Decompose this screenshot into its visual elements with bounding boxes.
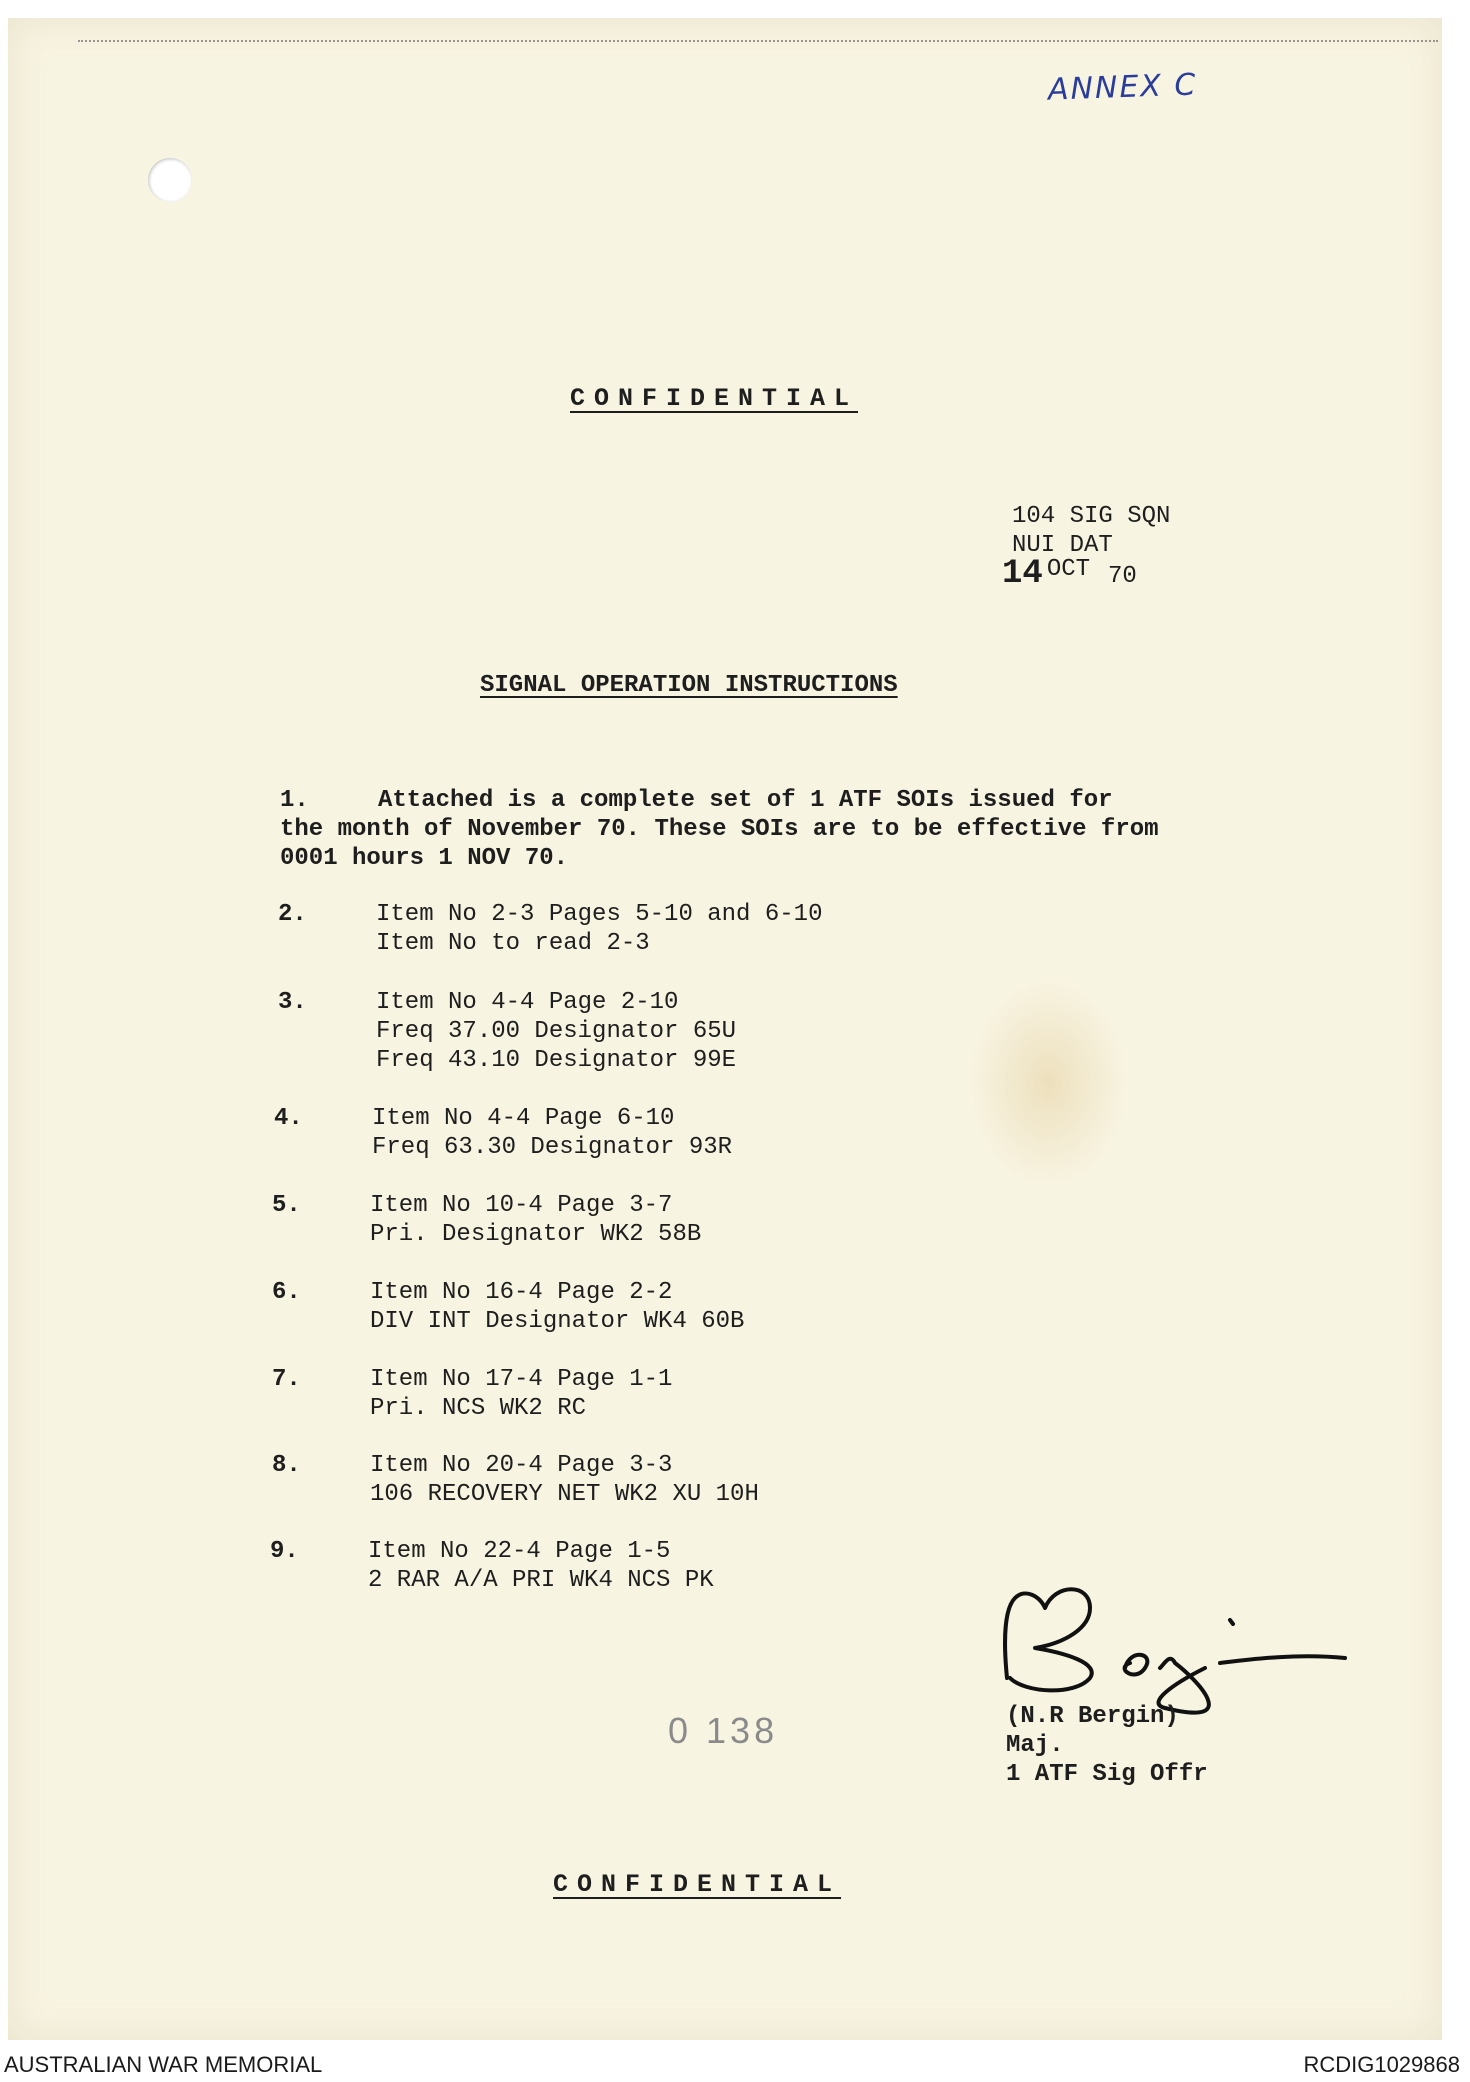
item-6	[272, 1278, 744, 1336]
punch-hole	[148, 158, 192, 202]
paper-stain	[968, 978, 1128, 1188]
item-line: 106 RECOVERY NET WK2 XU 10H	[370, 1481, 759, 1508]
item-line: Item No 17-4 Page 1-1	[370, 1366, 673, 1393]
item-line: Item No 20-4 Page 3-3	[370, 1452, 673, 1479]
paragraph-line: 0001 hours 1 NOV 70.	[280, 845, 569, 872]
date-day: 14	[1002, 555, 1043, 593]
handwritten-annotation: ANNEX C	[1047, 67, 1198, 108]
item-number: 9.	[270, 1538, 299, 1565]
item-line: Item No 4-4 Page 2-10	[376, 989, 679, 1016]
archive-credit: AUSTRALIAN WAR MEMORIAL	[4, 2052, 323, 2077]
item-line: Freq 37.00 Designator 65U	[376, 1018, 737, 1045]
stamped-number: 0 138	[668, 1710, 779, 1751]
date-year: 70	[1108, 563, 1137, 590]
header-marks	[78, 40, 1438, 48]
item-line: Item No 22-4 Page 1-5	[368, 1538, 671, 1565]
item-line: 2 RAR A/A PRI WK4 NCS PK	[368, 1567, 714, 1594]
item-line: Item No to read 2-3	[376, 930, 650, 957]
signatory-appointment: 1 ATF Sig Offr	[1006, 1761, 1208, 1788]
item-4	[274, 1104, 732, 1162]
item-line: Pri. NCS WK2 RC	[370, 1395, 587, 1422]
item-number: 6.	[272, 1279, 301, 1306]
item-line: Pri. Designator WK2 58B	[370, 1221, 702, 1248]
signatory-rank: Maj.	[1006, 1732, 1064, 1759]
classification-bottom: CONFIDENTIAL	[553, 1870, 842, 1899]
classification-top: CONFIDENTIAL	[570, 384, 859, 413]
sender-block	[1002, 502, 1171, 593]
archive-id: RCDIG1029868	[1303, 2052, 1460, 2077]
item-line: Item No 16-4 Page 2-2	[370, 1279, 673, 1306]
item-number: 3.	[278, 989, 307, 1016]
sender-date	[1002, 555, 1170, 593]
paragraph-number: 1.	[280, 787, 309, 814]
item-line: Freq 63.30 Designator 93R	[372, 1134, 733, 1161]
item-number: 8.	[272, 1452, 301, 1479]
item-line: Item No 2-3 Pages 5-10 and 6-10	[376, 901, 823, 928]
date-month: OCT	[1046, 556, 1091, 583]
item-line: Item No 10-4 Page 3-7	[370, 1192, 673, 1219]
item-5	[272, 1191, 701, 1249]
item-3	[278, 988, 736, 1075]
item-line: Item No 4-4 Page 6-10	[372, 1105, 675, 1132]
item-8	[272, 1451, 759, 1509]
item-number: 7.	[272, 1366, 301, 1393]
item-2	[278, 900, 822, 958]
paragraph-1	[280, 786, 1159, 873]
item-number: 5.	[272, 1192, 301, 1219]
item-9	[270, 1537, 714, 1595]
sender-unit: 104 SIG SQN	[1012, 503, 1171, 530]
item-number: 4.	[274, 1105, 303, 1132]
item-number: 2.	[278, 901, 307, 928]
signatory-name: (N.R Bergin)	[1006, 1703, 1179, 1730]
signature-block	[1006, 1702, 1208, 1789]
item-line: Freq 43.10 Designator 99E	[376, 1047, 737, 1074]
item-line: DIV INT Designator WK4 60B	[370, 1308, 745, 1335]
item-7	[272, 1365, 672, 1423]
paragraph-line: the month of November 70. These SOIs are to be effective from	[280, 816, 1159, 843]
document-title: SIGNAL OPERATION INSTRUCTIONS	[480, 672, 898, 699]
paragraph-line: Attached is a complete set of 1 ATF SOIs issued for	[378, 787, 1113, 814]
sender-location: NUI DAT	[1012, 532, 1113, 559]
